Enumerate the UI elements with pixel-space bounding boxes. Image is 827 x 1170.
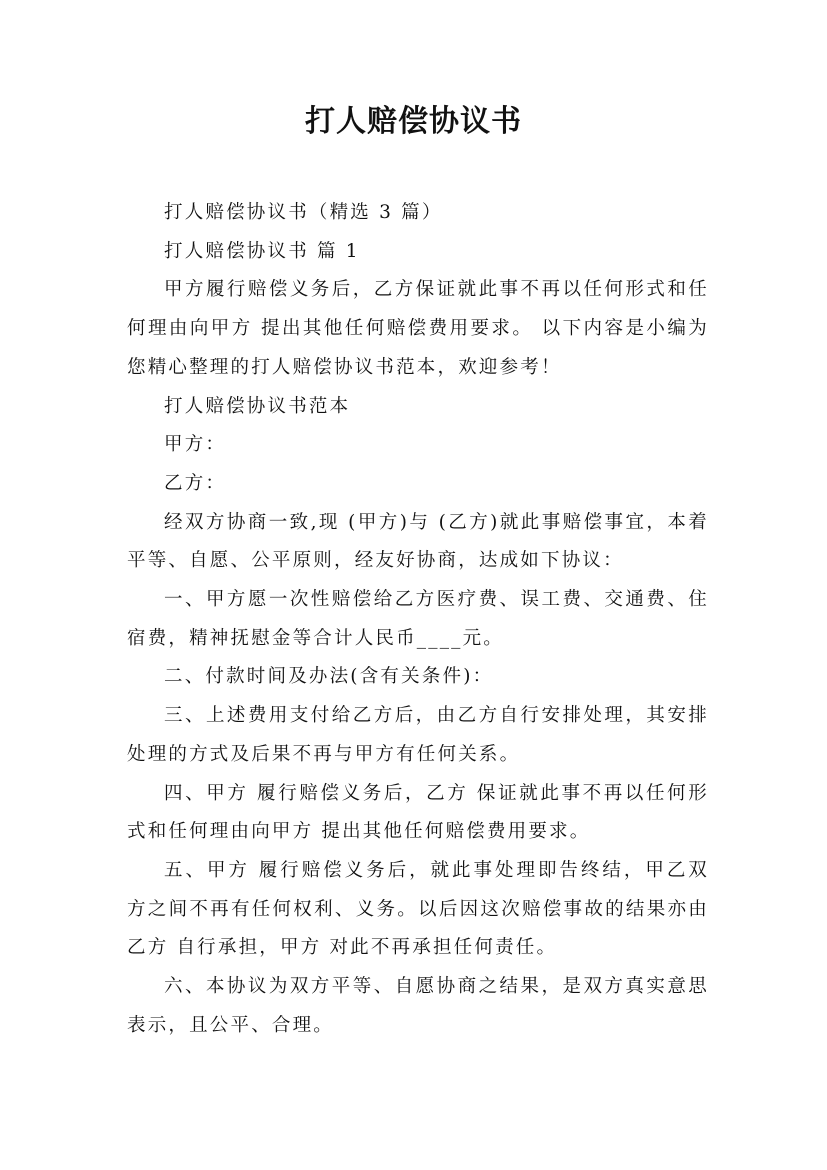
paragraph-clause-6: 六、本协议为双方平等、自愿协商之结果，是双方真实意思表示，且公平、合理。	[127, 976, 709, 1036]
document-title: 打人赔偿协议书	[305, 104, 522, 139]
paragraph-template-heading: 打人赔偿协议书范本	[164, 395, 351, 417]
paragraph-clause-3: 三、上述费用支付给乙方后，由乙方自行安排处理，其安排处理的方式及后果不再与甲方有任何关系。	[127, 705, 709, 765]
paragraph-clause-4: 四、甲方 履行赔偿义务后，乙方 保证就此事不再以任何形式和任何理由向甲方 提出其他任何赔偿费用要求。	[127, 782, 709, 843]
paragraph-party-a: 甲方：	[164, 434, 227, 456]
paragraph-clause-5: 五、甲方 履行赔偿义务后，就此事处理即告终结，甲乙双方之间不再有任何权利、义务。以后因这次赔偿事故的结果亦由乙方 自行承担，甲方 对此不再承担任何责任。	[127, 859, 709, 959]
document-body	[127, 194, 709, 1045]
paragraph-clause-2: 二、付款时间及办法(含有关条件)：	[164, 666, 494, 688]
paragraph-article-heading: 打人赔偿协议书 篇 1	[164, 240, 360, 262]
paragraph-clause-1: 一、甲方愿一次性赔偿给乙方医疗费、误工费、交通费、住宿费，精神抚慰金等合计人民币____元。	[127, 589, 709, 649]
paragraph-preamble: 经双方协商一致,现 (甲方)与 (乙方)就此事赔偿事宜，本着平等、自愿、公平原则，经友好协商，达成如下协议：	[127, 511, 709, 572]
paragraph-collection-heading: 打人赔偿协议书（精选 3 篇）	[164, 202, 443, 223]
paragraph-intro: 甲方履行赔偿义务后，乙方保证就此事不再以任何形式和任何理由向甲方 提出其他任何赔偿费用要求。 以下内容是小编为您精心整理的打人赔偿协议书范本，欢迎参考！	[127, 279, 709, 378]
paragraph-party-b: 乙方：	[164, 472, 227, 494]
